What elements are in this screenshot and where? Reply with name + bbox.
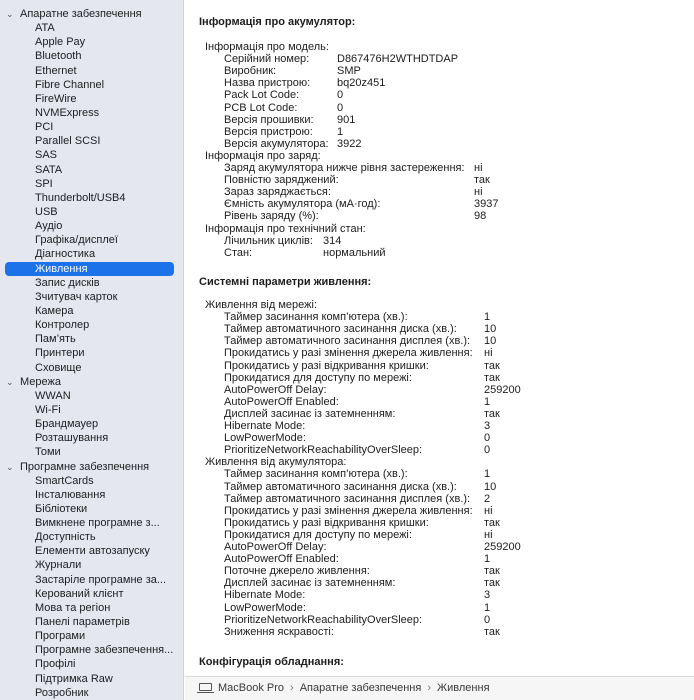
row-label: Назва пристрою: <box>224 77 311 90</box>
row-value: так <box>474 174 490 187</box>
row-label: Ємність акумулятора (мА·год): <box>224 198 381 211</box>
row-label: Виробник: <box>224 65 277 78</box>
row-label: Дисплей засинає із затемненням: <box>224 577 396 590</box>
sidebar-item[interactable]: FireWire <box>35 92 77 105</box>
row-value: 0 <box>337 101 344 114</box>
row-value: так <box>484 565 500 578</box>
sidebar-item[interactable]: Пам’ять <box>35 333 76 346</box>
row-label: Таймер автоматичного засинання диска (хв.): <box>224 323 457 336</box>
sidebar <box>0 0 184 700</box>
sidebar-item[interactable]: Керований клієнт <box>35 587 124 600</box>
row-label: Прокидатися для доступу по мережі: <box>224 371 412 384</box>
row-value: ні <box>474 186 483 199</box>
row-label: AutoPowerOff Enabled: <box>224 395 339 408</box>
row-value: 10 <box>484 323 497 336</box>
row-label: Прокидатись у разі змінення джерела живлення: <box>224 347 473 360</box>
sidebar-item[interactable]: SmartCards <box>35 474 94 487</box>
row-value: 3 <box>484 589 491 602</box>
power-settings-title: Системні параметри живлення: <box>199 276 372 288</box>
row-label: AutoPowerOff Delay: <box>224 383 327 396</box>
sidebar-item[interactable]: Аудіо <box>35 220 63 233</box>
row-label: Таймер засинання комп’ютера (хв.): <box>224 311 408 324</box>
sidebar-item[interactable]: Сховище <box>35 361 82 374</box>
row-label: Прокидатися для доступу по мережі: <box>224 528 412 541</box>
row-label: Живлення від мережі: <box>205 299 318 311</box>
sidebar-item[interactable]: Підтримка Raw <box>35 672 113 685</box>
row-label: PCB Lot Code: <box>224 101 298 114</box>
chevron-down-icon[interactable]: ⌄ <box>6 376 14 387</box>
battery-info-title: Інформація про акумулятор: <box>199 16 356 28</box>
row-label: Зниження яскравості: <box>224 625 334 638</box>
row-value: 1 <box>484 553 491 566</box>
row-value: 0 <box>484 613 491 626</box>
row-value: так <box>484 371 500 384</box>
row-label: Заряд акумулятора нижче рівня застереження: <box>224 162 465 174</box>
sidebar-item[interactable]: Parallel SCSI <box>35 135 101 148</box>
sidebar-item[interactable]: PCI <box>35 121 54 134</box>
row-label: Інформація про модель: <box>205 41 329 53</box>
row-label: Таймер автоматичного засинання дисплея (хв.): <box>224 335 471 348</box>
row-value: 98 <box>474 210 487 223</box>
row-value: 10 <box>484 480 497 493</box>
row-value: SMP <box>337 65 361 78</box>
sidebar-item[interactable]: Томи <box>35 446 61 459</box>
sidebar-item[interactable]: Розташування <box>35 432 109 445</box>
row-label: Hibernate Mode: <box>224 589 306 602</box>
row-value: так <box>484 577 500 590</box>
row-value: 314 <box>323 234 342 247</box>
sidebar-item[interactable]: Камера <box>35 304 74 317</box>
sidebar-item[interactable]: Панелі параметрів <box>35 616 130 629</box>
sidebar-item[interactable]: ATA <box>35 22 55 35</box>
sidebar-item[interactable]: Брандмауер <box>35 418 99 431</box>
row-label: Рівень заряду (%): <box>224 210 319 223</box>
sidebar-item[interactable]: Елементи автозапуску <box>35 545 150 558</box>
path-item-computer[interactable]: MacBook Pro <box>218 682 285 694</box>
sidebar-item[interactable]: Інсталювання <box>35 488 106 501</box>
row-label: Версія акумулятора: <box>224 137 329 150</box>
sidebar-item[interactable]: Застаріле програмне за... <box>35 573 167 586</box>
path-item-power[interactable]: Живлення <box>437 682 490 694</box>
path-item-hardware[interactable]: Апаратне забезпечення <box>299 682 422 694</box>
sidebar-item[interactable]: NVMExpress <box>35 106 100 119</box>
sidebar-item[interactable]: USB <box>35 205 58 218</box>
row-value: ні <box>484 528 493 541</box>
sidebar-section-label: Програмне забезпечення <box>20 460 150 473</box>
sidebar-item[interactable]: Вимкнене програмне з... <box>35 517 160 530</box>
sidebar-item[interactable]: WWAN <box>35 389 71 402</box>
sidebar-item[interactable]: Запис дисків <box>35 276 100 289</box>
row-value: 1 <box>484 395 491 408</box>
sidebar-item[interactable]: Принтери <box>35 347 85 360</box>
row-label: LowPowerMode: <box>224 601 306 614</box>
row-label: Таймер засинання комп’ютера (хв.): <box>224 468 408 481</box>
sidebar-item[interactable]: Живлення <box>5 262 174 276</box>
path-separator: › <box>290 682 294 694</box>
sidebar-section-header[interactable] <box>0 375 183 389</box>
row-value: так <box>484 359 500 372</box>
row-value: 3937 <box>474 198 499 211</box>
row-label: AutoPowerOff Enabled: <box>224 553 339 566</box>
row-label: Повністю заряджений: <box>224 174 339 187</box>
row-label: Версія пристрою: <box>224 125 313 138</box>
laptop-icon <box>199 683 212 691</box>
sidebar-item[interactable]: Програмне забезпечення... <box>35 644 174 657</box>
sidebar-item[interactable]: Apple Pay <box>35 36 86 49</box>
row-label: Pack Lot Code: <box>224 89 300 102</box>
sidebar-section-label: Мережа <box>20 375 61 388</box>
sidebar-item[interactable]: SAS <box>35 149 58 162</box>
chevron-down-icon[interactable]: ⌄ <box>6 461 14 472</box>
sidebar-item[interactable]: Контролер <box>35 319 90 332</box>
row-label: PrioritizeNetworkReachabilityOverSleep: <box>224 444 423 457</box>
row-label: Прокидатись у разі відкривання кришки: <box>224 359 429 372</box>
row-value: ні <box>484 504 493 517</box>
row-value: ні <box>484 347 493 360</box>
row-value: 0 <box>337 89 344 102</box>
row-value: 3922 <box>337 137 362 150</box>
row-value: ні <box>474 162 483 174</box>
sidebar-item[interactable]: Bluetooth <box>35 50 82 63</box>
sidebar-item[interactable]: Ethernet <box>35 64 77 77</box>
content-pane <box>185 0 694 676</box>
row-value: D867476H2WTHDTDAP <box>337 53 459 66</box>
row-label: Версія прошивки: <box>224 113 314 126</box>
row-label: AutoPowerOff Delay: <box>224 541 327 553</box>
sidebar-item[interactable]: Журнали <box>35 559 82 572</box>
sidebar-item[interactable]: Мова та регіон <box>35 601 111 614</box>
row-label: Серійний номер: <box>224 53 310 66</box>
sidebar-item[interactable]: Wi-Fi <box>35 403 61 416</box>
row-value: 0 <box>484 432 491 445</box>
row-label: Таймер автоматичного засинання дисплея (хв.): <box>224 492 471 505</box>
row-label: Дисплей засинає із затемненням: <box>224 407 396 420</box>
sidebar-item[interactable]: Thunderbolt/USB4 <box>35 191 126 204</box>
row-value: 259200 <box>484 383 521 396</box>
sidebar-item[interactable]: Доступність <box>35 531 96 544</box>
row-value: 2 <box>484 492 491 505</box>
row-label: Лічильник циклів: <box>224 234 313 247</box>
sidebar-item[interactable]: SATA <box>35 163 63 176</box>
row-label: LowPowerMode: <box>224 432 306 445</box>
row-value: 3 <box>484 420 491 432</box>
row-value: так <box>484 516 500 529</box>
row-label: Інформація про технічний стан: <box>205 222 366 235</box>
row-label: Зараз заряджається: <box>224 186 331 199</box>
row-value: 1 <box>484 601 491 614</box>
sidebar-item[interactable]: Діагностика <box>35 248 96 261</box>
sidebar-list <box>0 0 183 700</box>
row-value: 1 <box>484 311 491 324</box>
row-value: нормальний <box>323 246 386 259</box>
sidebar-item[interactable]: Зчитувач карток <box>35 290 118 303</box>
sidebar-section-header[interactable] <box>0 460 183 474</box>
row-value: 10 <box>484 335 497 348</box>
chevron-down-icon[interactable]: ⌄ <box>6 9 14 19</box>
sidebar-item[interactable]: Профілі <box>35 658 76 671</box>
row-label: Поточне джерело живлення: <box>224 565 370 578</box>
row-label: Прокидатись у разі змінення джерела живлення: <box>224 504 473 517</box>
sidebar-item[interactable]: Розробник <box>35 686 89 699</box>
sidebar-item[interactable]: Програми <box>35 630 86 643</box>
sidebar-item[interactable]: SPI <box>35 177 53 190</box>
hardware-config-title: Конфігурація обладнання: <box>199 656 344 668</box>
row-label: Стан: <box>224 246 253 259</box>
row-value: 1 <box>337 125 344 138</box>
row-label: Hibernate Mode: <box>224 420 306 432</box>
sidebar-section-label: Апаратне забезпечення <box>20 8 142 20</box>
row-value: так <box>484 625 500 638</box>
row-label: Таймер автоматичного засинання диска (хв.): <box>224 480 457 493</box>
sidebar-section-header[interactable] <box>0 7 183 21</box>
row-value: 0 <box>484 444 491 457</box>
path-bar <box>185 676 694 700</box>
sidebar-item[interactable]: Графіка/дисплеї <box>35 234 118 247</box>
row-label: Прокидатись у разі відкривання кришки: <box>224 516 429 529</box>
row-label: Інформація про заряд: <box>205 149 321 162</box>
row-value: 1 <box>484 468 491 481</box>
row-label: Живлення від акумулятора: <box>205 456 347 469</box>
row-value: так <box>484 407 500 420</box>
row-value: 901 <box>337 113 356 126</box>
path-separator: › <box>427 682 431 694</box>
sidebar-item[interactable]: Бібліотеки <box>35 502 88 515</box>
row-value: bq20z451 <box>337 77 386 90</box>
row-value: 259200 <box>484 541 521 553</box>
sidebar-item[interactable]: Fibre Channel <box>35 78 105 91</box>
row-label: PrioritizeNetworkReachabilityOverSleep: <box>224 613 423 626</box>
